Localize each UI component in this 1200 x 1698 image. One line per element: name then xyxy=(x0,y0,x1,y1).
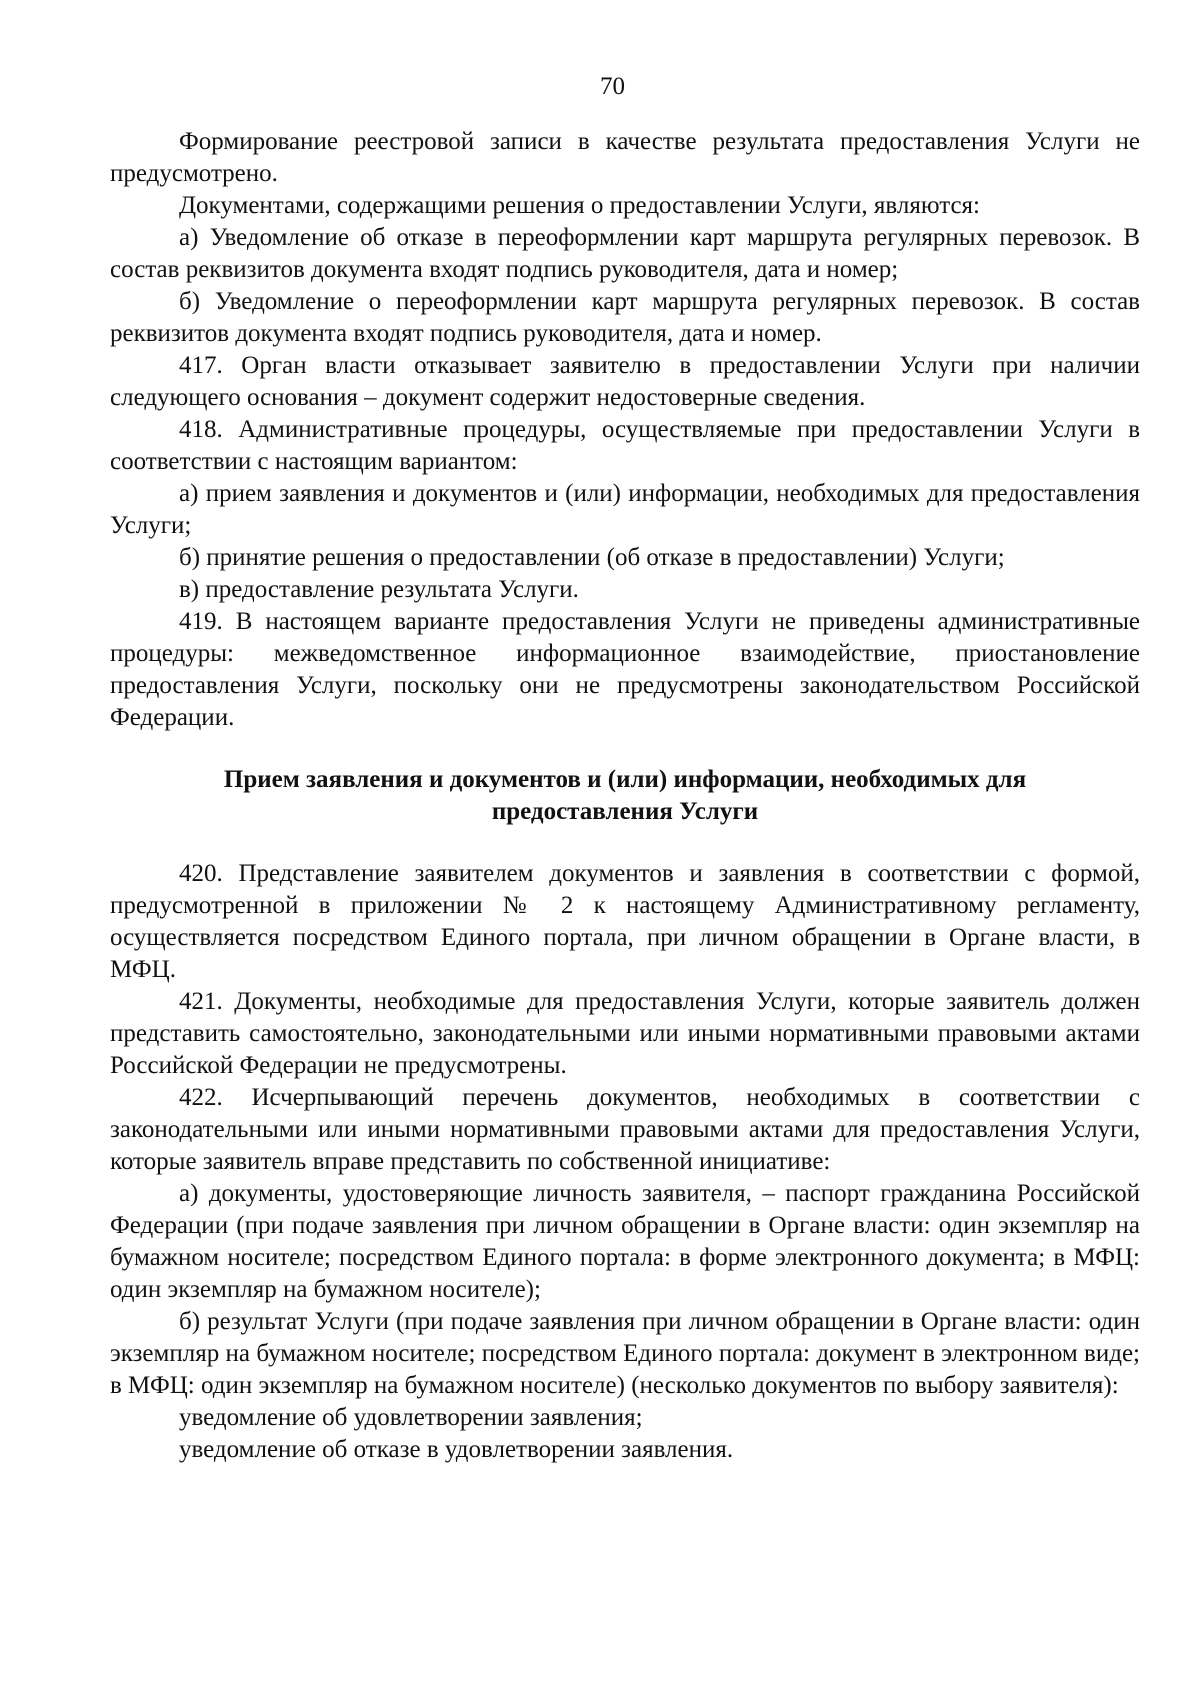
paragraph-422: 422. Исчерпывающий перечень документов, необходимых в соответствии с законодательными или иными нормативными правовыми актами для предоставления Услуги, которые заявитель вправе представить по собственной инициативе: xyxy=(110,1084,1140,1175)
paragraph-422-item-a: а) документы, удостоверяющие личность заявителя, – паспорт гражданина Российской Федерации (при подаче заявления при личном обращении в Органе власти: один экземпляр на бумажном носителе; посредством Единого портала: в форме электронного документа; в МФЦ: один экземпляр на бумажном носителе); xyxy=(110,1180,1140,1303)
section-heading: Прием заявления и документов и (или) информации, необходимых для предоставления Услуги xyxy=(223,766,1027,825)
paragraph-item-b-reissue-notice: б) Уведомление о переоформлении карт маршрута регулярных перевозок. В состав реквизитов документа входят подпись руководителя, дата и номер. xyxy=(110,288,1140,347)
document-body xyxy=(110,126,1140,1466)
paragraph-417: 417. Орган власти отказывает заявителю в предоставлении Услуги при наличии следующего основания – документ содержит недостоверные сведения. xyxy=(110,352,1140,411)
paragraph-421: 421. Документы, необходимые для предоставления Услуги, которые заявитель должен представить самостоятельно, законодательными или иными нормативными правовыми актами Российской Федерации не предусмотрены. xyxy=(110,988,1140,1079)
list-item-approval-notice: уведомление об удовлетворении заявления; xyxy=(179,1404,643,1431)
paragraph-418-item-c: в) предоставление результата Услуги. xyxy=(179,576,579,603)
paragraph-registry-record: Формирование реестровой записи в качестве результата предоставления Услуги не предусмотрено. xyxy=(110,128,1140,187)
paragraph-418-item-b: б) принятие решения о предоставлении (об отказе в предоставлении) Услуги; xyxy=(179,544,1005,571)
paragraph-419: 419. В настоящем варианте предоставления Услуги не приведены административные процедуры: межведомственное информационное взаимодействие, приостановление предоставления Услуги, поскольку они не предусмотрены законодательством Российской Федерации. xyxy=(110,608,1140,731)
paragraph-decision-documents: Документами, содержащими решения о предоставлении Услуги, являются: xyxy=(179,192,980,219)
page-number: 70 xyxy=(600,73,625,100)
paragraph-418-item-a: а) прием заявления и документов и (или) информации, необходимых для предоставления Услуги; xyxy=(110,480,1140,539)
paragraph-422-item-b: б) результат Услуги (при подаче заявления при личном обращении в Органе власти: один экземпляр на бумажном носителе; посредством Единого портала: документ в электронном виде; в МФЦ: один экземпляр на бумажном носителе) (несколько документов по выбору заявителя): xyxy=(110,1308,1140,1399)
list-item-refusal-notice: уведомление об отказе в удовлетворении заявления. xyxy=(179,1436,734,1463)
paragraph-item-a-refusal-notice: а) Уведомление об отказе в переоформлении карт маршрута регулярных перевозок. В состав реквизитов документа входят подпись руководителя, дата и номер; xyxy=(110,224,1140,283)
paragraph-420: 420. Представление заявителем документов и заявления в соответствии с формой, предусмотренной в приложении № 2 к настоящему Административному регламенту, осуществляется посредством Единого портала, при личном обращении в Органе власти, в МФЦ. xyxy=(110,860,1140,983)
paragraph-418: 418. Административные процедуры, осуществляемые при предоставлении Услуги в соответствии с настоящим вариантом: xyxy=(110,416,1140,475)
